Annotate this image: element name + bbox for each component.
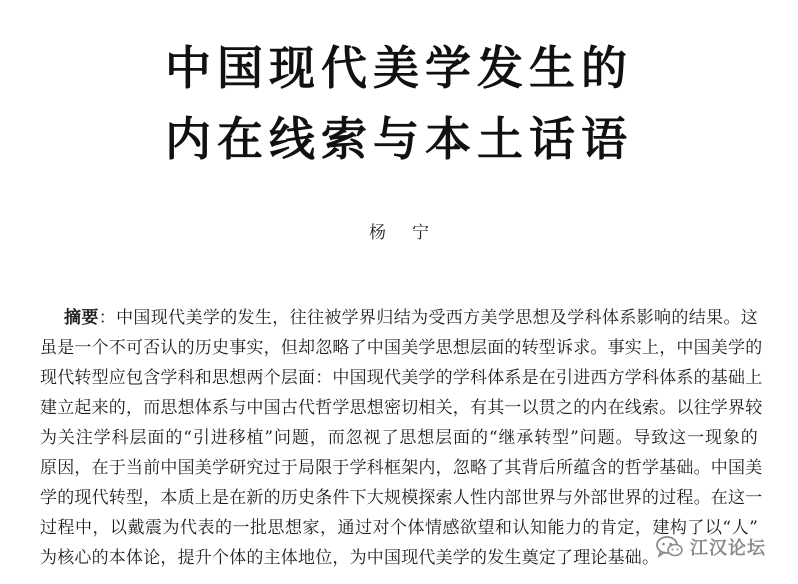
abstract-separator: ：	[98, 308, 117, 328]
watermark	[656, 532, 766, 562]
watermark-text: 江汉论坛	[690, 538, 766, 559]
title-line-1: 中国现代美学发生的	[165, 41, 633, 95]
abstract-line: 学的现代转型，本质上是在新的历史条件下大规模探索人性内部世界与外部世界的过程。在这一	[40, 488, 763, 508]
abstract-line: 现代转型应包含学科和思想两个层面：中国现代美学的学科体系是在引进西方学科体系的基础上	[40, 368, 763, 388]
abstract-line: 为关注学科层面的“引进移植”问题，而忽视了思想层面的“继承转型”问题。导致这一现象的	[40, 428, 758, 448]
abstract-label: 摘要	[64, 308, 99, 328]
author-name: 杨宁	[369, 223, 455, 243]
abstract-line: 过程中，以戴震为代表的一批思想家，通过对个体情感欲望和认知能力的肯定，建构了以“人”	[40, 518, 758, 538]
abstract-line: 虽是一个不可否认的历史事实，但却忽略了中国美学思想层面的转型诉求。事实上，中国美学的	[40, 338, 763, 358]
abstract-line-text: 中国现代美学的发生，往往被学界归结为受西方美学思想及学科体系影响的结果。这	[116, 308, 759, 328]
abstract-line	[40, 303, 758, 333]
wechat-icon	[656, 535, 684, 559]
abstract-line: 建立起来的，而思想体系与中国古代哲学思想密切相关，有其一以贯之的内在线索。以往学界较	[40, 398, 763, 418]
abstract-line: 原因，在于当前中国美学研究过于局限于学科框架内，忽略了其背后所蕴含的哲学基础。中国美	[40, 458, 763, 478]
abstract-line: 为核心的本体论，提升个体的主体地位，为中国现代美学的发生奠定了理论基础。	[40, 548, 660, 568]
abstract	[40, 303, 763, 573]
title-line-2: 内在线索与本土话语	[165, 112, 633, 166]
